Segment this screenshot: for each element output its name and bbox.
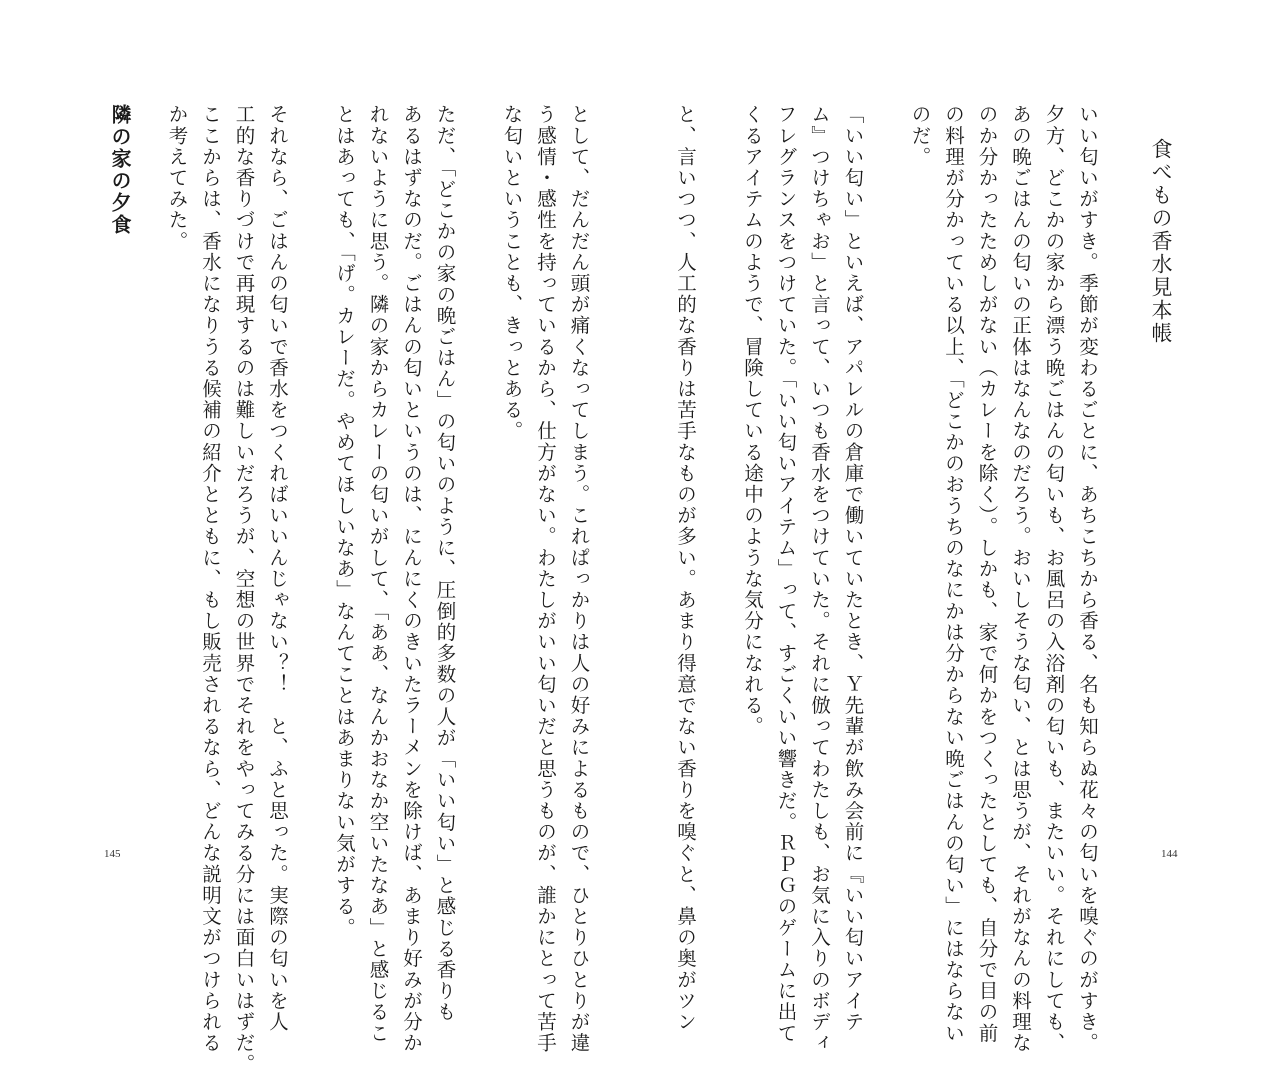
text-line: それなら、ごはんの匂いで香水をつくればいいんじゃない？！ と、ふと思った。実際の匂いを人 [266, 104, 289, 1033]
text-line: 夕方、どこかの家から漂う晩ごはんの匂いも、お風呂の入浴剤の匂いも、またいい。それにしても、 [1042, 104, 1066, 1054]
section-title: 隣の家の夕食 [108, 104, 132, 236]
text-line: 工的な香りづけで再現するのは難しいだろうが、空想の世界でそれをやってみる分には面白いはずだ。 [232, 104, 256, 1075]
text-line: ただ、「どこかの家の晩ごはん」の匂いのように、圧倒的多数の人が「いい匂い」と感じる香りも [433, 104, 457, 1023]
text-line: として、だんだん頭が痛くなってしまう。これぱっかりは人の好みによるもので、ひとりひとりが違 [567, 104, 591, 1054]
text-line: の料理が分かっている以上、「どこかのおうちのなにかは分からない晩ごはんの匂い」にはならない [942, 104, 965, 1044]
text-line [462, 104, 496, 804]
text-line [702, 104, 736, 804]
text-line: のだ。 [908, 104, 932, 168]
text-line: と、言いつつ、人工的な香りは苦手なものが多い。あまり得意でない香りを嗅ぐと、鼻の奥がツン [674, 104, 697, 1033]
text-line: フレグランスをつけていた。「いい匂いアイテム」って、すごくいい響きだ。ＲＰＧのゲームに出て [774, 104, 798, 1044]
left-page-body [160, 104, 596, 1075]
text-line: あの晩ごはんの匂いの正体はなんなのだろう。おいしそうな匂い、とは思うが、それがなんの料理な [1009, 104, 1032, 1054]
text-line: ここからは、香水になりうる候補の紹介とともに、もし販売されるなら、どんな説明文がつけられる [199, 104, 222, 1054]
running-title: 食べもの香水見本帳 [1149, 138, 1173, 345]
text-line: う感情・感性を持っているから、仕方がない。わたしがいい匂いだと思うものが、誰かにとって苦手 [534, 104, 557, 1054]
page-number-right: 144 [1161, 848, 1178, 860]
text-line: 「いい匂い」といえば、アパレルの倉庫で働いていたとき、Ｙ先輩が飲み会前に『いい匂いアイテ [841, 104, 865, 1033]
text-line: くるアイテムのようで、冒険している途中のような気分になれる。 [741, 104, 764, 737]
text-line: か考えてみた。 [165, 104, 189, 252]
text-line: いい匂いがすき。季節が変わるごとに、あちこちから香る、名も知らぬ花々の匂いを嗅ぐのがすき。 [1076, 104, 1099, 1054]
text-line [870, 104, 904, 804]
text-line: な匂いということも、きっとある。 [500, 104, 524, 442]
right-page-body [669, 104, 1105, 1054]
text-line: あるはずなのだ。ごはんの匂いというのは、にんにくのきいたラーメンを除けば、あまり好みが分か [400, 104, 423, 1054]
right-page [640, 0, 1280, 1054]
text-line: とはあっても、「げ。カレーだ。やめてほしいなあ」なんてことはあまりない気がする。 [333, 104, 356, 939]
text-line [294, 104, 328, 804]
text-line: ム』つけちゃお」と言って、いつも香水をつけていた。それに倣ってわたしも、お気に入りのボディ [808, 104, 831, 1054]
text-line: れないように思う。隣の家からカレーの匂いがして、「ああ、なんかおなか空いたなあ」と感じるこ [366, 104, 390, 1044]
text-line: のか分かったためしがない（カレーを除く）。しかも、家で何かをつくったとしても、自分で目の前 [975, 104, 999, 1044]
page-number-left: 145 [104, 848, 121, 860]
